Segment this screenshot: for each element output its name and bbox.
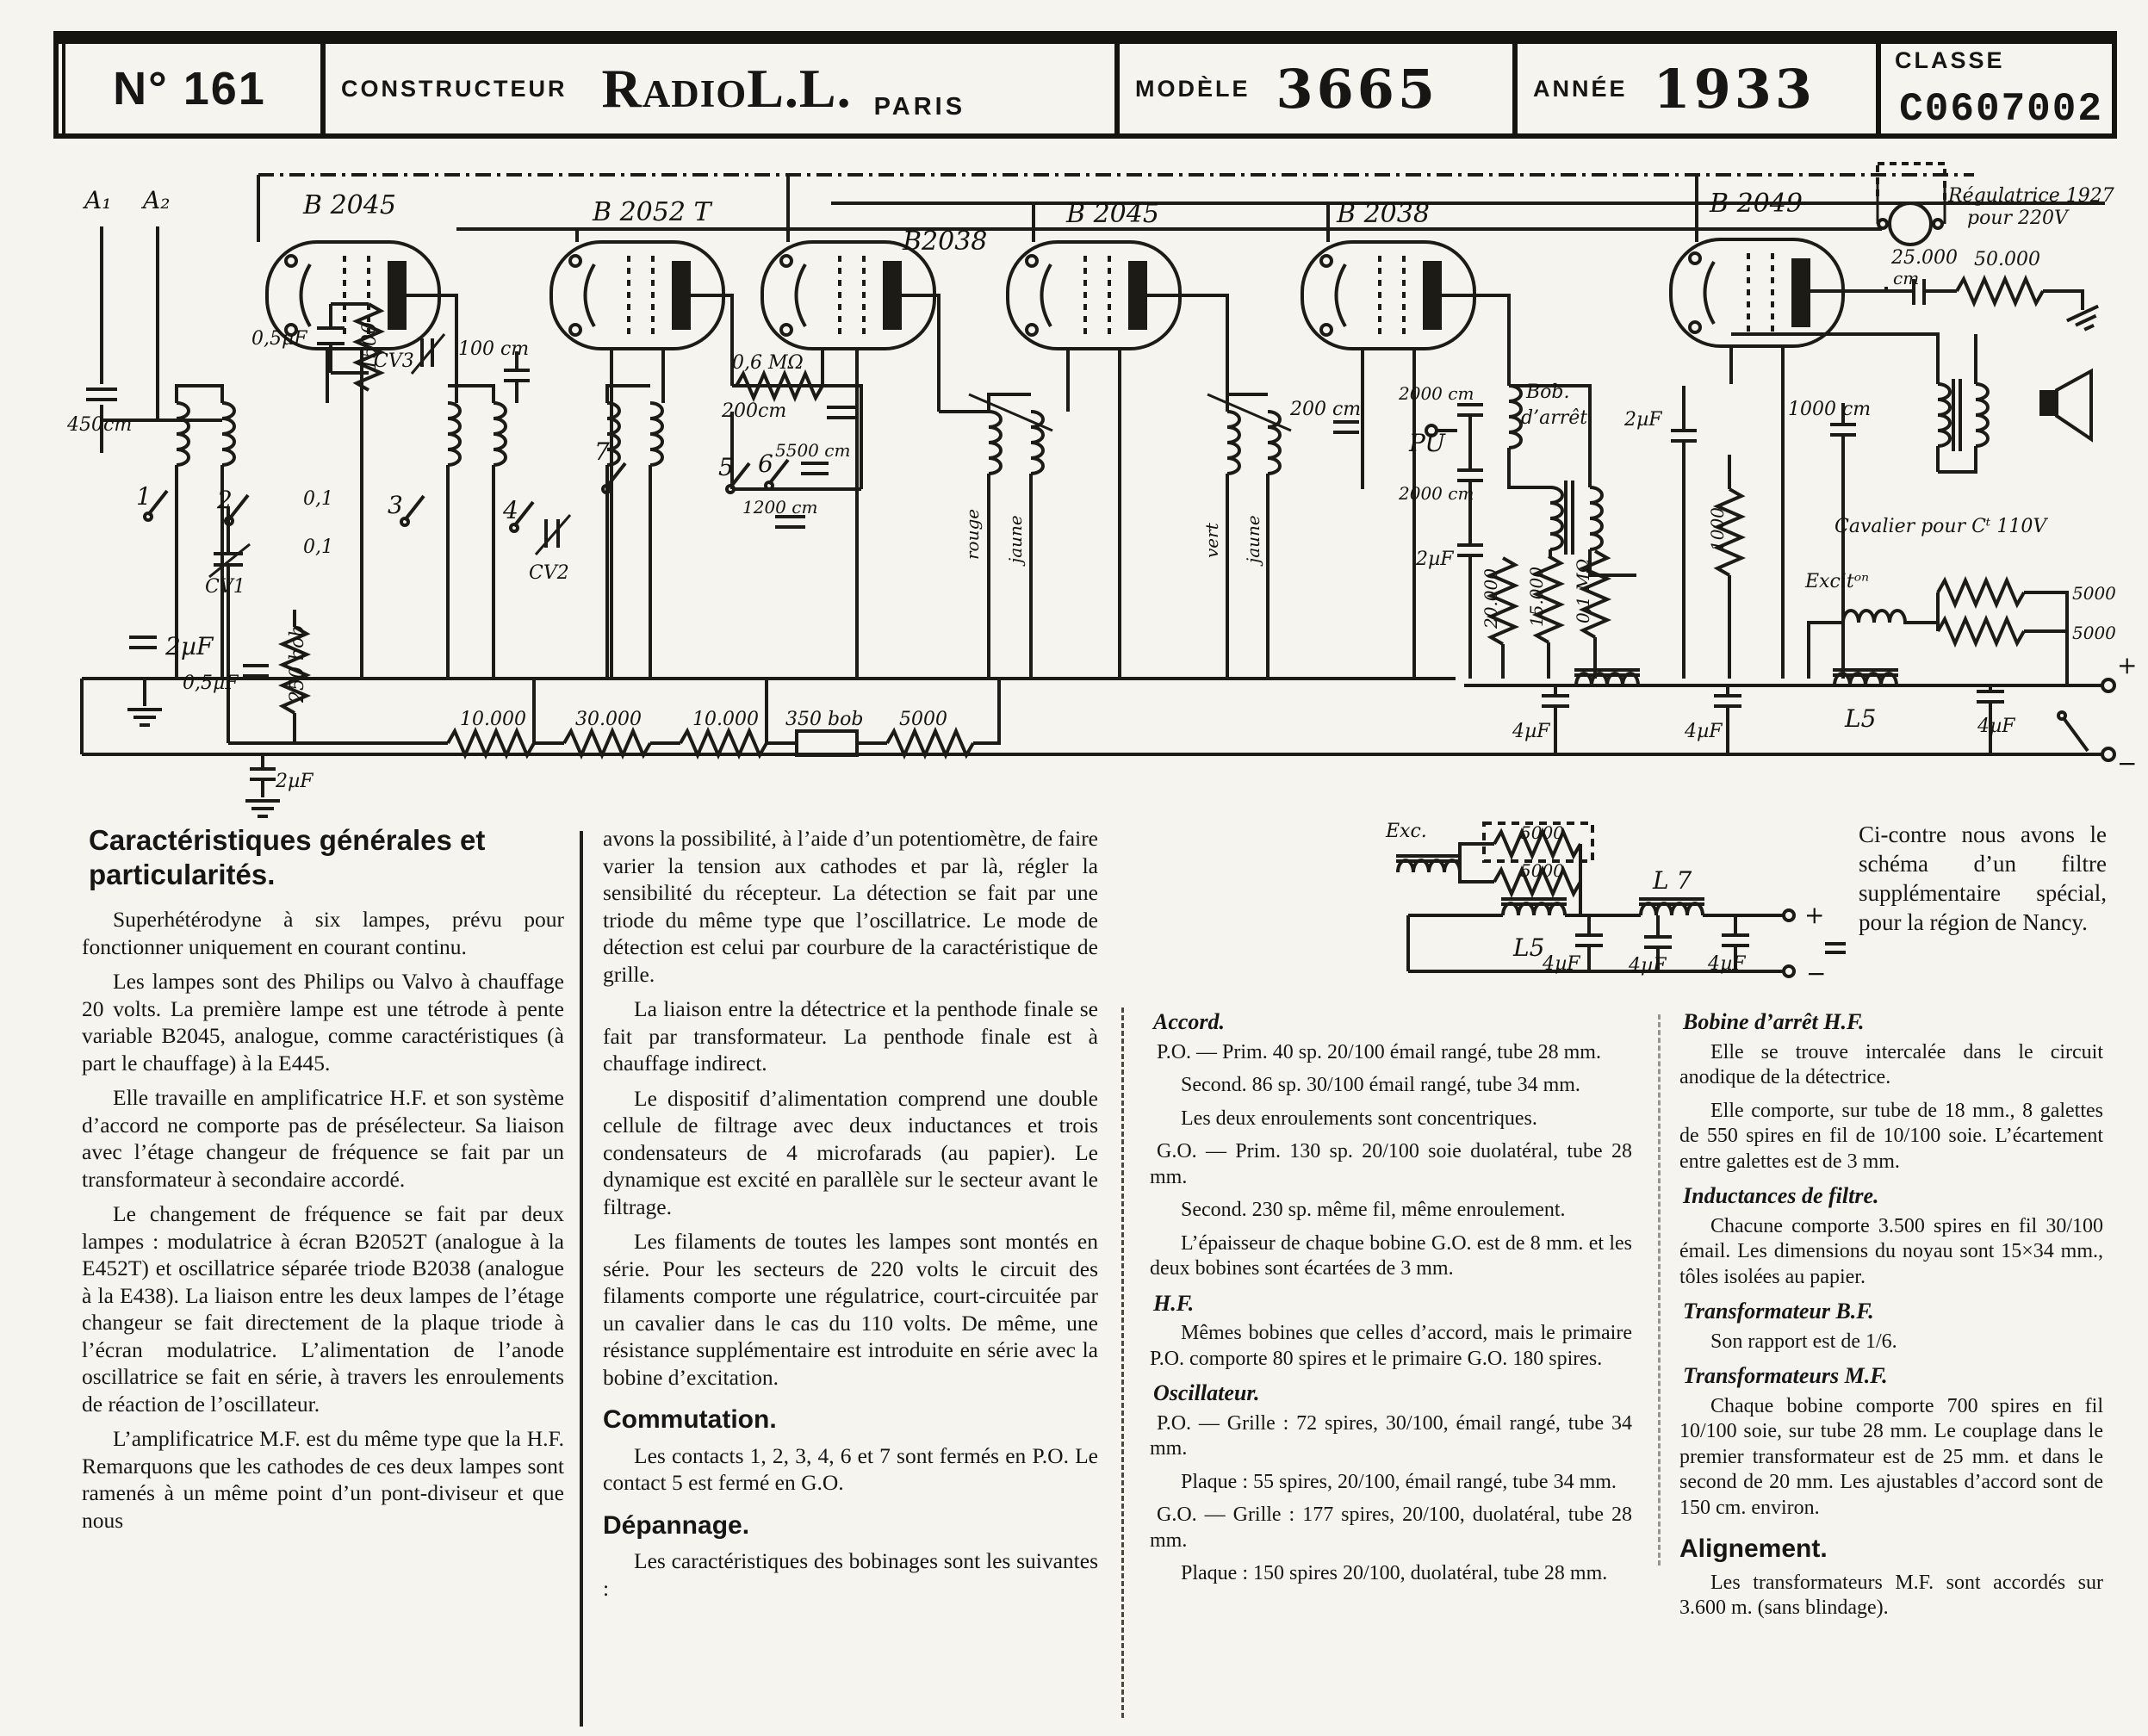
choke-bob-label2: d’arrêt [1521,407,1588,429]
modele-value: 3665 [1276,57,1439,121]
modele-label: MODÈLE [1135,75,1251,102]
filter-minus-label: − [1806,959,1827,984]
cap-5500-label: 5500 cm [775,440,851,461]
annee-value: 1933 [1653,57,1816,121]
col3-accord-para-1: P.O. — Prim. 40 sp. 20/100 émail rangé, tube 28 mm. [1157,1040,1601,1063]
col4-transfo-bf-para-1: Son rapport est de 1/6. [1710,1330,1897,1353]
res-1000-label: 1000 [1707,507,1728,551]
filter-plus-label: + [1804,901,1825,929]
contact7-label: 7 [594,437,610,466]
res-1500-label: 1500 [359,322,381,370]
header-annee-cell [1518,44,1881,133]
nancy-filter-schematic [1374,799,1856,984]
cap-2uf-right-label: 2µF [1624,409,1662,431]
col2-heading-depannage: Dépannage. [603,1510,750,1540]
col3-accord-para-4: G.O. — Prim. 130 sp. 20/100 soie duolatéral, tube 28 mm. [1150,1140,1632,1188]
bplus-label: + [2117,651,2138,679]
col4-heading-transfo-mf: Transformateurs M.F. [1683,1363,1888,1388]
cap-05uf-left-label: 0,5µF [183,673,239,694]
classe-value: C0607002 [1899,87,2103,132]
cv1-label: CV1 [205,576,245,598]
tube2-label: B 2052 T [593,197,711,227]
cap-2000a-label: 2000 cm [1399,383,1474,404]
filter-4uf-b-label: 4µF [1629,955,1667,976]
res-01a-label: 0,1 [303,488,333,510]
tube6-label: B 2049 [1710,189,1803,219]
filter-4uf-c-label: 4µF [1708,953,1746,975]
col4-heading-bobine: Bobine d’arrêt H.F. [1683,1009,1865,1034]
tube1-label: B 2045 [303,190,396,220]
choke-bob-label1: Bob. [1526,381,1570,403]
cap-4uf-b-label: 4µF [1685,721,1723,742]
col3-accord-para-6: L’épaisseur de chaque bobine G.O. est de 8 mm. et les deux bobines sont écartées de 3 mm. [1150,1231,1632,1280]
col3-hf-para-1: Mêmes bobines que celles d’accord, mais le primaire P.O. comporte 80 spires et le primaire G.O. 180 spires. [1150,1322,1632,1370]
cap-2000b-label: 2000 cm [1399,483,1474,504]
col4-heading-alignement: Alignement. [1679,1534,1828,1563]
antenna2-label: A₂ [143,186,171,214]
col1-para-2: Les lampes sont des Philips ou Valvo à chauffage 20 volts. La première lampe est une tétrode à pente variable B2045, analogue, comme caractéristiques (à part le chauffage) à la E445. [82,969,564,1076]
cap-25000-label: 25.000 [1891,247,1958,269]
cap-2uf-mid-label: 2µF [1416,549,1454,570]
cap-200a-label: 200cm [722,400,787,422]
col2-para-4: Les filaments de toutes les lampes sont montés en série. Pour les secteurs de 220 volts le circuit des filaments comporte une régulatrice, court-circuitée par un cavalier dans le cas du 110 volts. De même, une résistance supplémentaire est introduite en série avec la bobine d’excitation. [603,1229,1098,1390]
header-number-cell [59,44,326,133]
excitation-label: Excitᵒⁿ [1805,571,1870,592]
text-column-2 [603,825,1098,1609]
col3-osc-para-4: Plaque : 150 spires 20/100, duolatéral, tube 28 mm. [1181,1562,1608,1584]
cap-25000-unit-label: cm [1893,268,1920,288]
res-250bob-label: 250 bob [287,624,308,703]
filter-4uf-a-label: 4µF [1543,953,1580,975]
cap-1200-label: 1200 cm [742,497,818,518]
res-5000b-label: 5000 [2072,623,2116,643]
bminus-label: − [2117,749,2138,778]
wire-rouge-label: rouge [962,508,983,560]
col4-heading-transfo-bf: Transformateur B.F. [1683,1299,1874,1324]
cap-100cm-label: 100 cm [458,338,530,360]
text-column-3 [1150,1001,1632,1595]
text-column-1 [82,823,564,1541]
filter-labels [1385,821,1826,984]
chain-10000b-label: 10.000 [692,709,759,730]
text-column-4 [1679,1001,2103,1629]
filter-l5-label: L5 [1513,933,1545,962]
cap-1000cm-label: 1000 cm [1788,399,1872,420]
col3-osc-para-2: Plaque : 55 spires, 20/100, émail rangé, tube 34 mm. [1181,1470,1617,1493]
regulatrice-label1: Régulatrice 1927 [1948,185,2114,207]
col3-heading-oscillateur: Oscillateur. [1153,1380,1260,1405]
contact5-label: 5 [718,453,734,481]
tube4-label: B 2045 [1066,199,1159,229]
col3-accord-para-3: Les deux enroulements sont concentriques. [1181,1107,1537,1130]
contact2-label: 2 [217,486,233,514]
res-01b-label: 0,1 [303,536,333,558]
cap-05uf2-label: 0,5µF [251,328,307,350]
main-schematic [0,127,2148,827]
antenna1-label: A₁ [84,186,112,214]
column-rule-3 [1658,1014,1661,1566]
cap-2uf-bottom-label: 2µF [276,771,314,792]
wire-jaune1-label: jaune [1005,515,1026,563]
col2-para-commutation: Les contacts 1, 2, 3, 4, 6 et 7 sont fermés en P.O. Le contact 5 est fermé en G.O. [603,1442,1098,1495]
regulatrice-label2: pour 220V [1967,208,2068,229]
col2-para-3: Le dispositif d’alimentation comprend une double cellule de filtrage avec deux inductances et trois condensateurs de 4 microfarads (au papier). Le dynamique est excité en parallèle sur le secteur avant le filtrage. [603,1085,1098,1219]
res-5000a-label: 5000 [2072,583,2116,604]
filter-l7-label: L 7 [1653,866,1692,895]
col3-heading-accord: Accord. [1153,1009,1226,1034]
col4-heading-inductances: Inductances de filtre. [1683,1183,1879,1208]
wire-jaune2-label: jaune [1243,515,1263,563]
cap-450cm-label: 450cm [67,414,133,436]
contact4-label: 4 [503,496,518,524]
cavalier-label: Cavalier pour Cᵗ 110V [1834,516,2047,537]
col3-heading-hf: H.F. [1153,1290,1195,1316]
col4-bobine-para-2: Elle comporte, sur tube de 18 mm., 8 galettes de 550 spires en fil de 10/100 soie. L’écartement entre galettes est de 3 mm. [1679,1099,2103,1173]
header-box [53,31,2117,139]
pickup-label: PU [1409,429,1445,457]
chain-10000a-label: 10.000 [460,709,526,730]
chain-5000-label: 5000 [899,709,947,730]
filter-5000b-label: 5000 [1520,860,1564,881]
col2-para-1: avons la possibilité, à l’aide d’un potentiomètre, de faire varier la tension aux cathodes et par là, régler la sensibilité du récepteur. La détection se fait par une triode du même type que l’oscillatrice. Le mode de détection est celui par courbure de la caractéristique de grille. [603,826,1098,987]
schematic-labels [66,185,2137,792]
col3-osc-para-3: G.O. — Grille : 177 spires, 20/100, duolatéral, tube 28 mm. [1150,1504,1632,1552]
col1-heading: Caractéristiques générales et particularités. [89,824,486,890]
cap-4uf-c-label: 4µF [1977,716,2015,737]
col3-accord-para-2: Second. 86 sp. 30/100 émail rangé, tube 34 mm. [1181,1074,1580,1096]
col2-heading-commutation: Commutation. [603,1405,777,1434]
filter-exc-label: Exc. [1386,821,1427,842]
brand-name: RadioL.L. [601,58,852,119]
col4-alignement-para: Les transformateurs M.F. sont accordés sur 3.600 m. (sans blindage). [1679,1571,2103,1619]
header-constructeur-cell [326,44,1120,133]
contact6-label: 6 [758,450,773,478]
res-15000-label: 15.000 [1526,567,1547,627]
cv2-label: CV2 [529,562,569,584]
col2-para-2: La liaison entre la détectrice et la penthode finale se fait par transformateur. La penthode finale est à chauffage indirect. [603,996,1098,1076]
constructeur-label: CONSTRUCTEUR [341,75,568,102]
col4-transfo-mf-para-1: Chaque bobine comporte 700 spires en fil 10/100 soie, sur tube 28 mm. Le couplage dans le premier transformateur est de 25 mm. et dans le second de 20 mm. Les ajustables d’accord sont de 150 cm. environ. [1679,1394,2103,1519]
col1-para-4: Le changement de fréquence se fait par deux lampes : modulatrice à écran B2052T (analogue à la E452T) et oscillatrice séparée triode B2038 (analogue à la E438). La liaison entre les deux lampes de l’étage changeur se fait directement de la plaque triode à l’écran modulatrice. L’alimentation de l’anode oscillatrice se fait en série, à travers les enroulements de réaction de l’oscillateur. [82,1201,564,1417]
col3-osc-para-1: P.O. — Grille : 72 spires, 30/100, émail rangé, tube 34 mm. [1150,1411,1632,1460]
chain-30000-label: 30.000 [575,709,642,730]
wire-vert-label: vert [1201,523,1222,558]
vacuum-tubes [267,239,1843,349]
res-50000-label: 50.000 [1974,249,2040,270]
filter-caption: Ci-contre nous avons le schéma d’un filtre supplémentaire spécial, pour la région de Nancy. [1859,822,2107,935]
col1-para-5: L’amplificatrice M.F. est du même type que la H.F. Remarquons que les cathodes de ces deux lampes sont ramenés à un même point d’un pont-diviseur et que nous [82,1426,564,1533]
choke-l5-label: L5 [1845,704,1877,733]
column-rule-2 [1121,1008,1124,1718]
annee-label: ANNÉE [1533,75,1628,102]
col1-para-1: Superhétérodyne à six lampes, prévu pour fonctionner uniquement en courant continu. [82,907,564,959]
col3-accord-para-5: Second. 230 sp. même fil, même enroulement. [1181,1199,1566,1221]
tube5-label: B 2038 [1337,199,1430,229]
filter-wires [1396,823,1846,976]
brand-city: PARIS [873,93,966,121]
cap-2uf-left-label: 2µF [165,632,214,660]
sheet-number: N° 161 [113,63,266,115]
header-classe-cell [1881,44,2112,133]
res-06m-label: 0,6 MΩ [732,352,804,374]
col1-para-3: Elle travaille en amplificatrice H.F. et son système d’accord ne comporte pas de présélecteur. Sa liaison avec l’étage changeur de fréquence se fait par un transformateur à secondaire accordé. [82,1085,564,1192]
classe-label: CLASSE [1895,47,2005,73]
contact1-label: 1 [136,482,152,511]
col2-para-depannage: Les caractéristiques des bobinages sont les suivantes : [603,1548,1098,1601]
header-modele-cell [1120,44,1518,133]
tube3-label: B2038 [903,226,988,257]
res-01m-label: 0,1 MΩ [1573,558,1593,623]
chain-350bob-label: 350 bob [785,709,864,730]
cv3-label: CV3 [374,350,414,372]
contact3-label: 3 [388,491,403,519]
col4-inductances-para-1: Chacune comporte 3.500 spires en fil 30/100 émail. Les dimensions du noyau sont 15×34 mm., tôles isolées au papier. [1679,1214,2103,1288]
col4-bobine-para-1: Elle se trouve intercalée dans le circuit anodique de la détectrice. [1679,1040,2103,1088]
res-20000-label: 20.000 [1481,568,1501,629]
cap-4uf-a-label: 4µF [1512,721,1550,742]
filter-5000a-label: 5000 [1520,822,1564,843]
cap-200b-label: 200 cm [1290,399,1362,420]
column-rule-1 [580,831,583,1727]
